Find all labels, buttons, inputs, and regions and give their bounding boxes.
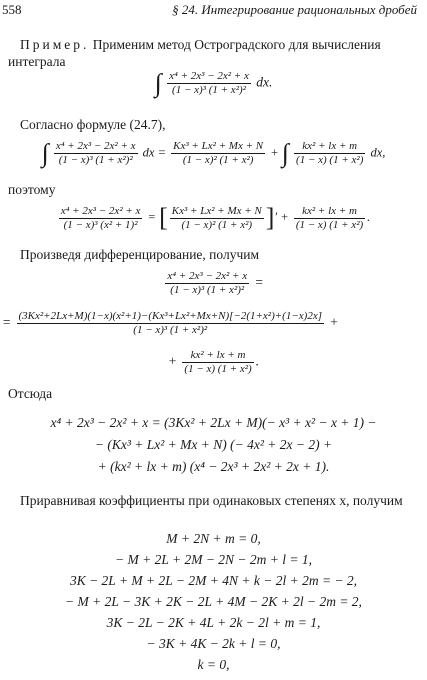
equation-5 [2, 310, 425, 337]
equation-1 [0, 70, 427, 97]
eq4-denominator: (1 − x)³ (1 + x²)² [170, 284, 245, 296]
integral-sign-icon: ∫ [154, 68, 162, 98]
eq3-r-denominator: (1 − x) (1 + x²) [295, 218, 364, 231]
equation-6 [0, 349, 427, 376]
equation-4 [0, 270, 427, 297]
left-bracket-icon: [ [159, 203, 168, 232]
eq2-lhs-numerator: x⁴ + 2x³ − 2x² + x [55, 140, 136, 152]
system-line-1: M + 2N + m = 0, [166, 531, 261, 546]
equation-3 [0, 203, 427, 233]
therefore-text: поэтому [8, 182, 56, 197]
eq7-line-3: + (kx² + lx + m) (x⁴ − 2x³ + 2x² + 2x + 1). [97, 459, 330, 474]
eq2-lhs-denominator: (1 − x)³ (1 + x²)² [58, 154, 133, 166]
system-line-2: − M + 2L + 2M − 2N − 2m + l = 1, [114, 552, 313, 567]
eq3-prime: ′ + [274, 209, 289, 224]
running-header [0, 2, 427, 20]
eq5-plus: + [329, 314, 339, 330]
eq2-r2-denominator: (1 − x) (1 + x²) [296, 154, 364, 166]
eq5-equals: = [2, 314, 12, 330]
eq2-plus: + [270, 145, 279, 160]
eq2-r1-denominator: (1 − x)² (1 + x²) [182, 154, 254, 166]
equation-2 [0, 140, 427, 167]
eq3-equals: = [147, 209, 156, 224]
eq6-denominator: (1 − x) (1 + x²) [184, 363, 252, 375]
eq6-numerator: kx² + lx + m [182, 349, 253, 363]
eq7-line-2: − (Kx³ + Lx² + Mx + N) (− 4x² + 2x − 2) + [94, 437, 333, 452]
system-line-3: 3K − 2L + M + 2L − 2M + 4N + k − 2l + 2m = − 2, [69, 573, 358, 588]
intro-paragraph [8, 36, 418, 70]
eq3-lhs-numerator: x⁴ + 2x³ − 2x² + x [60, 204, 141, 217]
equation-7 [0, 412, 427, 478]
page-number: 558 [2, 2, 22, 17]
eq6-period: . [255, 353, 260, 369]
intro-text: Применим метод Остроградского для вычисления интеграла [8, 37, 381, 69]
eq5-denominator: (1 − x)³ (1 + x²)² [133, 324, 208, 336]
eq2-r1-numerator: Kx³ + Lx² + Mx + N [173, 140, 264, 152]
formula-reference: Согласно формуле (24.7), [20, 117, 166, 132]
system-line-5: 3K − 2L − 2K + 4L + 2k − 2l + m = 1, [106, 615, 321, 630]
eq3-r-numerator: kx² + lx + m [294, 205, 365, 219]
eq3-bracket-denominator: (1 − x)² (1 + x²) [181, 218, 253, 231]
equation-system [0, 528, 427, 675]
running-title: § 24. Интегрирование рациональных дробей [172, 2, 417, 17]
system-line-6: − 3K + 4K − 2k + l = 0, [146, 636, 281, 651]
right-bracket-icon: ] [265, 203, 275, 232]
example-label: Пример. [20, 37, 90, 52]
eq2-dx-equals: dx = [142, 145, 167, 160]
eq1-dx: dx. [256, 74, 273, 90]
eq3-bracket-numerator: Kx³ + Lx² + Mx + N [171, 204, 262, 217]
integral-sign-icon: ∫ [281, 138, 289, 168]
eq5-numerator: (3Kx²+2Lx+M)(1−x)(x²+1)−(Kx³+Lx²+Mx+N)[−2(1+x²)+(1−x)2x] [18, 310, 322, 322]
eq3-period: . [367, 209, 371, 224]
eq6-plus: + [167, 353, 178, 369]
system-line-4: − M + 2L − 3K + 2K − 2L + 4M − 2K + 2l − 2m = 2, [65, 594, 362, 609]
eq1-numerator: x⁴ + 2x³ − 2x² + x [169, 70, 249, 82]
eq3-lhs-denominator: (1 − x)³ (x² + 1)² [63, 218, 138, 231]
eq2-r2-numerator: kx² + lx + m [294, 140, 365, 154]
eq1-denominator: (1 − x)³ (1 + x²)² [172, 84, 246, 96]
eq7-line-1: x⁴ + 2x³ − 2x² + x = (3Kx² + 2Lx + M)(− x³ + x² − x + 1) − [50, 415, 377, 430]
hence-text: Отсюда [8, 386, 53, 401]
eq2-r2-dx: dx, [370, 145, 386, 160]
differentiation-text: Произведя дифференцирование, получим [20, 247, 260, 262]
system-line-7: k = 0, [197, 657, 230, 672]
coefficients-text: Приравнивая коэффициенты при одинаковых степенях x, получим [20, 493, 403, 508]
integral-sign-icon: ∫ [41, 138, 49, 168]
eq4-numerator: x⁴ + 2x³ − 2x² + x [167, 270, 248, 282]
eq4-equals: = [254, 274, 264, 290]
